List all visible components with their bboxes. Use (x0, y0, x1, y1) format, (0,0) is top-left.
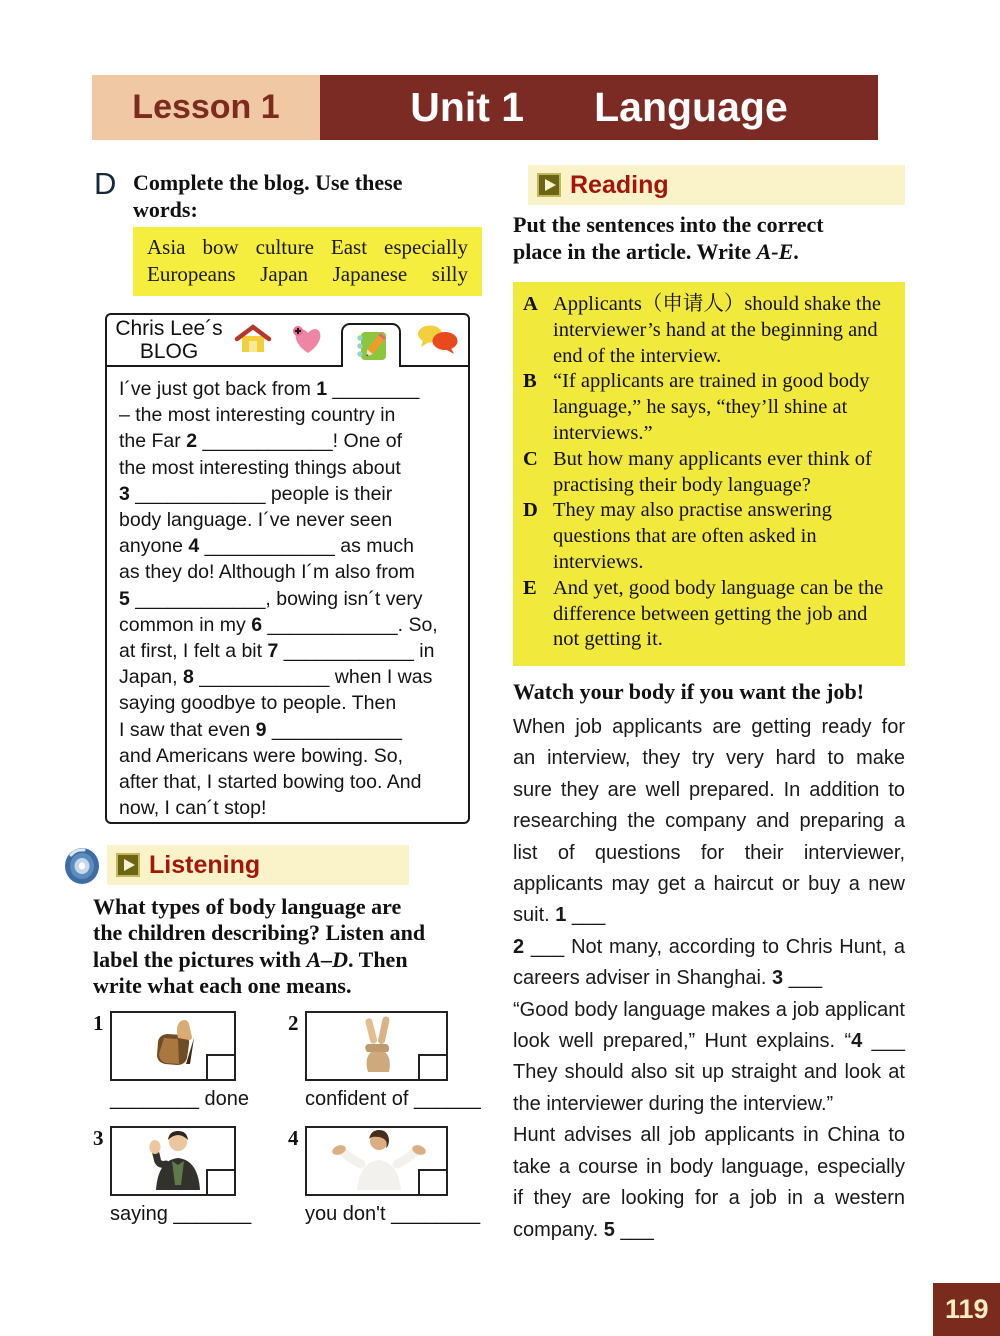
page-header (92, 75, 878, 140)
article-title: Watch your body if you want the job! (513, 679, 865, 704)
section-d-instructions: Complete the blog. Use these words: (133, 170, 403, 222)
article-body (513, 712, 905, 1246)
picture-frame (110, 1126, 236, 1196)
lesson-label: Lesson 1 (92, 75, 320, 140)
blog-header (107, 315, 468, 367)
article-paragraph: 2 ___ Not many, according to Chris Hunt, a careers adviser in Shanghai. 3 ___ (513, 935, 905, 990)
page-number: 119 (933, 1283, 1000, 1336)
picture-frame (305, 1126, 448, 1196)
play-icon (537, 173, 561, 197)
answer-box (206, 1169, 234, 1194)
article-paragraph: Hunt advises all job applicants in China to take a course in body language, especially if they are looking for a job in a western company. 5 ___ (513, 1124, 905, 1241)
blog-author: Chris Lee´s BLOG (115, 317, 223, 363)
blog-toolbar (225, 315, 468, 365)
unit-title-bar (320, 75, 878, 140)
heart-icon (288, 315, 328, 365)
listening-header (107, 845, 409, 885)
picture-caption: saying _______ (110, 1203, 252, 1225)
blog-box (105, 313, 470, 824)
picture-caption: ________ done (110, 1088, 250, 1110)
cd-icon (63, 846, 101, 891)
listening-instructions: What types of body language are the children describing? Listen and label the pictures with A–D. Then write what each one means. (93, 894, 426, 998)
answer-box (206, 1054, 234, 1079)
reading-header (528, 165, 905, 205)
notes-icon (352, 325, 390, 367)
section-d-letter: D (94, 166, 117, 201)
article-paragraph: “Good body language makes a job applicant look well prepared,” Hunt explains. “4 ___ They should also sit up straight and look at the interviewer during the interview.” (513, 998, 905, 1115)
word-bank-line: Asia bow culture East especially (147, 235, 468, 259)
word-bank-box (133, 227, 482, 296)
answer-box (418, 1169, 446, 1194)
sentence-item-e: E And yet, good body language can be the difference between getting the job and not getting it. (523, 576, 884, 651)
article-paragraph: When job applicants are getting ready for an interview, they try very hard to make sure they are well prepared. In addition to researching the company and preparing a list of questions for their interviewer, applicants may get a haircut or buy a new suit. 1 ___ (513, 716, 905, 927)
picture-item-4: 4 you don't ________ (288, 1126, 483, 1226)
listening-title: Listening (149, 850, 261, 879)
reading-instructions: Put the sentences into the correct place in the article. Write A-E. (513, 212, 824, 264)
sentence-item-b: B “If applicants are trained in good body language,” he says, “they’ll shine at interviews.” (523, 370, 870, 444)
word-bank-line: Europeans Japan Japanese silly (147, 262, 468, 286)
notes-tab (341, 323, 401, 367)
sentence-item-c: C But how many applicants ever think of practising their body language? (523, 447, 872, 496)
sentence-item-d: D They may also practise answering questions that are often asked in interviews. (523, 499, 832, 573)
picture-frame (110, 1011, 236, 1081)
reading-title: Reading (570, 170, 669, 199)
comments-icon (415, 315, 461, 365)
unit-label: Unit 1 (410, 84, 525, 130)
sentence-item-a: A Applicants（申请人）should shake the interviewer’s hand at the beginning and end of the interview. (523, 293, 881, 367)
picture-caption: confident of ______ (305, 1088, 481, 1110)
picture-caption: you don't ________ (305, 1203, 481, 1225)
play-icon (116, 853, 140, 877)
answer-box (418, 1054, 446, 1079)
picture-item-3: 3 saying _______ (93, 1126, 288, 1226)
sentence-options-box (513, 282, 905, 666)
blog-text: I´ve just got back from 1 ________ – the most interesting country in the Far 2 ____________! One of the most interesting things about 3 ____________ people is their body language. I´ve never seen anyone 4 ____________ as much as they do! Although I´m also from 5 ____________, bowing isn´t very common in my 6 ____________. So, at first, I felt a bit 7 ____________ in Japan, 8 ____________ when I was saying goodbye to people. Then I saw that even 9 ____________ and Americans were bowing. So, after that, I started bowing too. And now, I can´t stop! (119, 378, 438, 820)
picture-frame (305, 1011, 448, 1081)
unit-name: Language (594, 84, 788, 130)
home-icon (232, 315, 274, 365)
picture-item-2: 2 confident of ______ (288, 1011, 483, 1111)
thumbs-up-image (134, 1016, 212, 1077)
peace-sign-image (338, 1014, 416, 1079)
waving-person-image (128, 1128, 218, 1195)
picture-item-1: 1 ________ done (93, 1011, 288, 1111)
